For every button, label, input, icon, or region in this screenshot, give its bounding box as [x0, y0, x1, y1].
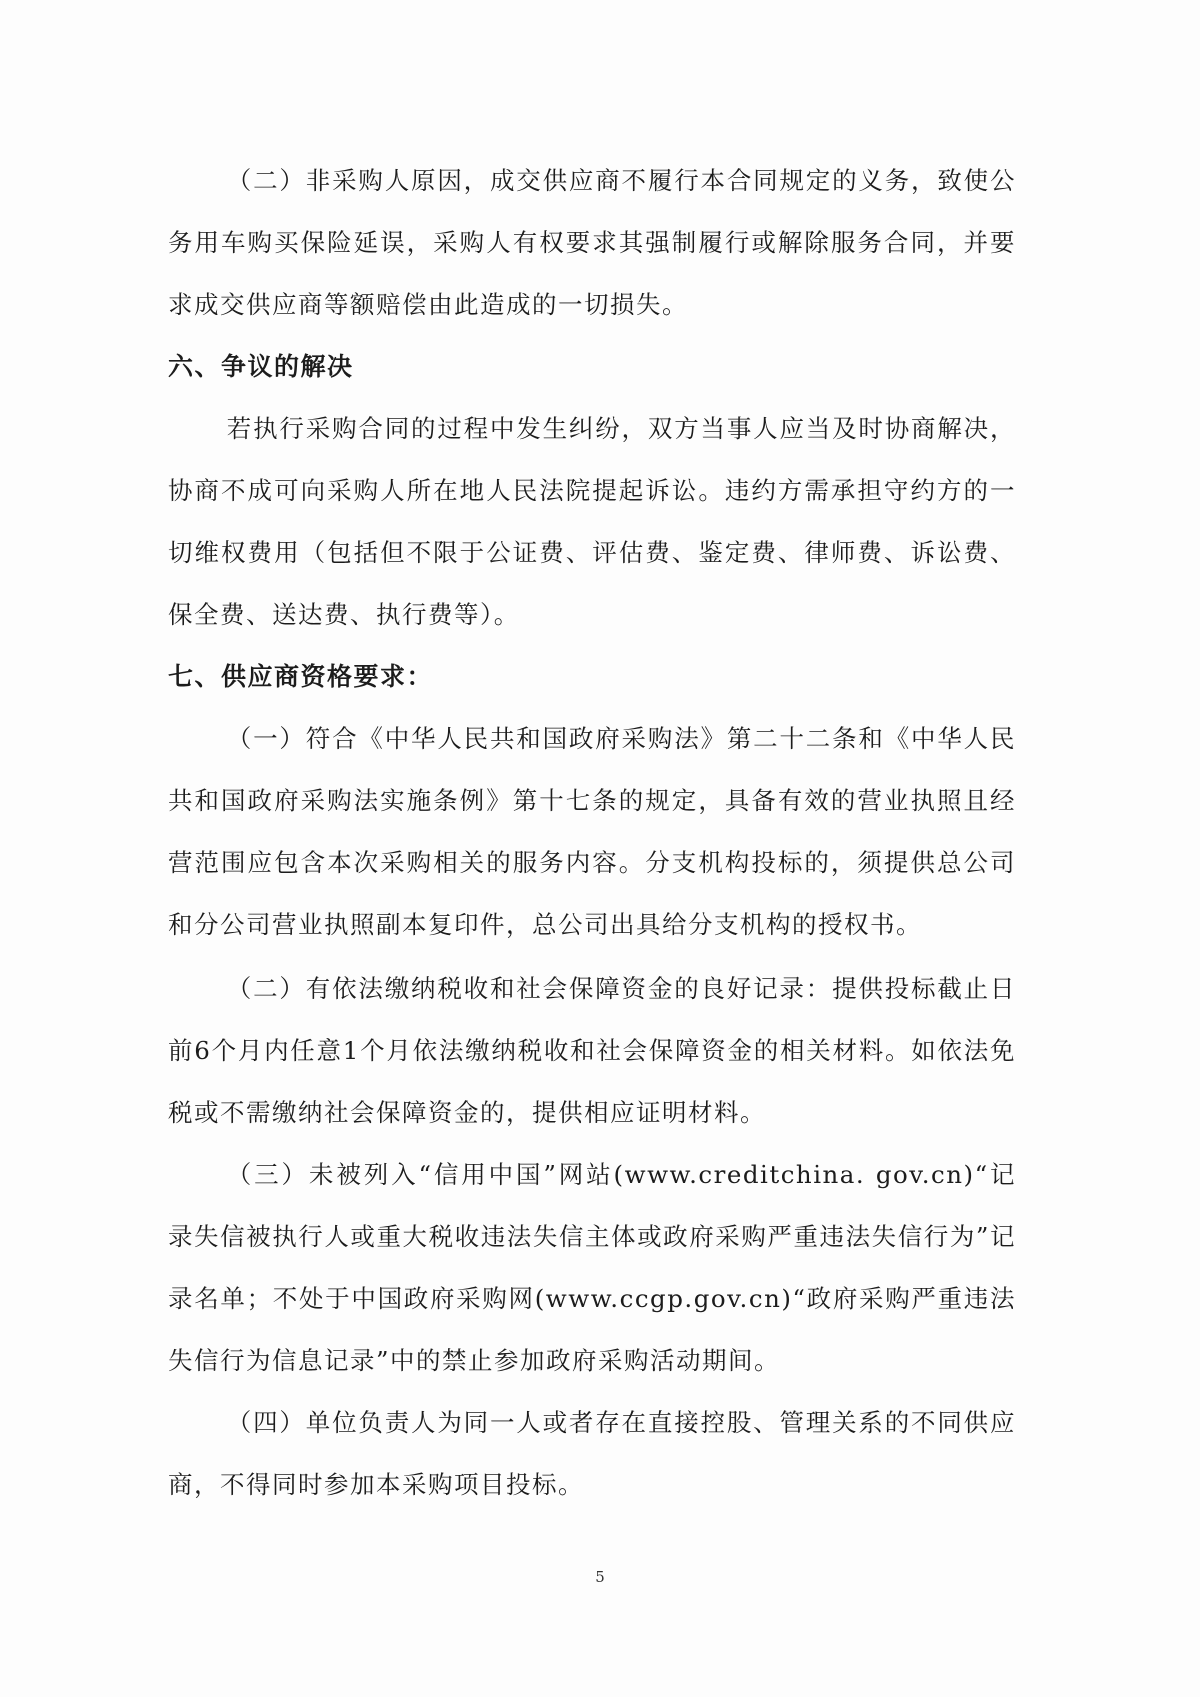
qualification-1-paragraph: （一）符合《中华人民共和国政府采购法》第二十二条和《中华人民共和国政府采购法实施条例》第十七条的规定，具备有效的营业执照且经营范围应包含本次采购相关的服务内容。分支机构投标的，须提供总公司和分公司营业执照副本复印件，总公司出具给分支机构的授权书。 [168, 724, 1016, 939]
section-6-heading: 六、争议的解决 [168, 352, 354, 381]
qualification-2-paragraph: （二）有依法缴纳税收和社会保障资金的良好记录：提供投标截止日前6个月内任意1个月依法缴纳税收和社会保障资金的相关材料。如依法免税或不需缴纳社会保障资金的，提供相应证明材料。 [168, 974, 1016, 1127]
document-body [168, 150, 1016, 1516]
clause-5-2-paragraph: （二）非采购人原因，成交供应商不履行本合同规定的义务，致使公务用车购买保险延误，采购人有权要求其强制履行或解除服务合同，并要求成交供应商等额赔偿由此造成的一切损失。 [168, 166, 1016, 319]
qualification-3-paragraph: （三）未被列入“信用中国”网站(www.creditchina. gov.cn)“记录失信被执行人或重大税收违法失信主体或政府采购严重违法失信行为”记录名单；不处于中国政府采购网(www.ccgp.gov.cn)“政府采购严重违法失信行为信息记录”中的禁止参加政府采购活动期间。 [168, 1160, 1016, 1375]
qualification-4-paragraph: （四）单位负责人为同一人或者存在直接控股、管理关系的不同供应商，不得同时参加本采购项目投标。 [168, 1408, 1016, 1499]
dispute-resolution-paragraph: 若执行采购合同的过程中发生纠纷，双方当事人应当及时协商解决，协商不成可向采购人所在地人民法院提起诉讼。违约方需承担守约方的一切维权费用（包括但不限于公证费、评估费、鉴定费、律师费、诉讼费、保全费、送达费、执行费等）。 [168, 414, 1016, 629]
section-7-heading: 七、供应商资格要求： [168, 662, 434, 691]
page-number: 5 [595, 1568, 605, 1586]
